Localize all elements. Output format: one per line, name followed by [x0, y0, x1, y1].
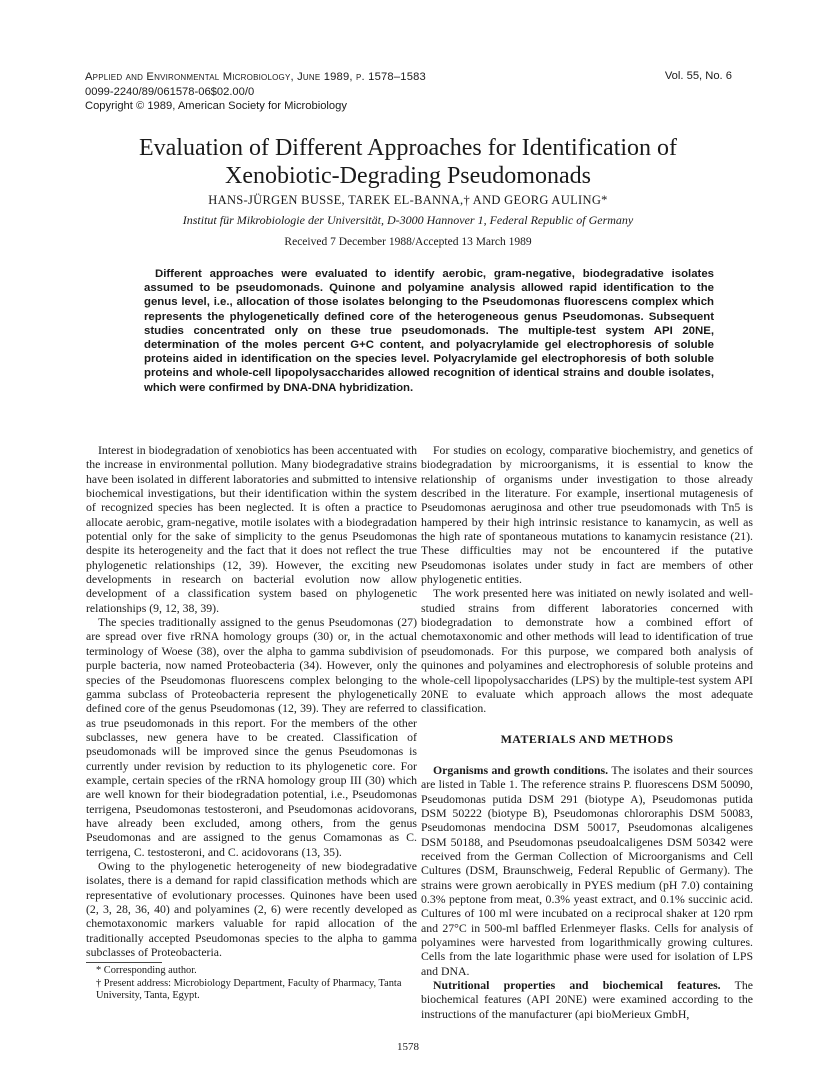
- volume-issue: Vol. 55, No. 6: [664, 70, 732, 82]
- footnote-present-address: † Present address: Microbiology Department, Faculty of Pharmacy, Tanta University, Tanta, Egypt.: [96, 977, 402, 1001]
- article-code: 0099-2240/89/061578-06$02.00/0: [85, 85, 255, 98]
- body-paragraph: For studies on ecology, comparative biochemistry, and genetics of biodegradation by microorganisms, it is essential to know the relationship of organisms under investigation to those already described in the literature. For example, insertional mutagenesis of Pseudomonas aeruginosa and other true pseudomonads with Tn5 is hampered by their high intrinsic resistance to kanamycin, as well as the high rate of spontaneous mutations to kanamycin resistance (21). These difficulties may not be encountered if the putative Pseudomonas isolates under study in fact are members of other phylogenetic entities.: [421, 443, 753, 587]
- body-paragraph: Interest in biodegradation of xenobiotics has been accentuated with the increase in environmental pollution. Many biodegradative strains have been isolated in different laboratories and submitted to intensive biochemical investigations, but their identification within the system of recognized species has been neglected. It is often a practice to allocate aerobic, gram-negative, motile isolates with a biodegradation potential only for the sake of simplicity to the genus Pseudomonas despite its heterogeneity and the fact that it does not reflect the true phylogenetic relationships (12, 39). However, the exciting new developments in research on bacterial evolution now allow development of a classification system based on phylogenetic relationships (9, 12, 38, 39).: [86, 443, 417, 615]
- methods-paragraph: [421, 763, 753, 978]
- footnote-corresponding: * Corresponding author.: [96, 965, 197, 976]
- footnote-rule: [86, 962, 162, 963]
- footnotes: [86, 965, 417, 1003]
- body-paragraph: The species traditionally assigned to the genus Pseudomonas (27) are spread over five rRNA homology groups (30) or, in the actual terminology of Woese (38), over the alpha to gamma subdivision of purple bacteria, now named Proteobacteria (34). However, only the species of the Pseudomonas fluorescens complex belonging to the gamma subclass of Proteobacteria represent the phylogenetically defined core of the genus Pseudomonas (12, 39). They are referred to as true pseudomonads in this report. For the members of the other subclasses, new genera have to be created. Classification of pseudomonads will be improved since the genus Pseudomonas is currently under revision by reduction to its phylogenetic core. For example, certain species of the rRNA homology group III (30) which are well known for their biodegradation potential, i.e., Pseudomonas terrigena, Pseudomonas testosteroni, and Pseudomonas acidovorans, have already been excluded, among others, from the genus Pseudomonas and are assigned to the genus Comamonas as C. terrigena, C. testosteroni, and C. acidovorans (13, 35).: [86, 615, 417, 859]
- copyright: Copyright © 1989, American Society for Microbiology: [85, 100, 347, 112]
- journal-citation: Applied and Environmental Microbiology, June 1989, p. 1578–1583: [85, 71, 426, 83]
- right-column: [421, 443, 753, 1021]
- run-in-heading: Nutritional properties and biochemical features.: [433, 978, 721, 993]
- methods-paragraph: [421, 978, 753, 1021]
- title-line-2: Xenobiotic-Degrading Pseudomonads: [225, 163, 591, 189]
- article-title: [60, 134, 756, 190]
- body-paragraph: Owing to the phylogenetic heterogeneity of new biodegradative isolates, there is a demand for rapid classification methods which are representative of evolutionary processes. Quinones have been used (2, 3, 28, 36, 40) and polyamines (2, 6) were recently developed as chemotaxonomic markers valuable for rapid allocation of the traditionally accepted Pseudomonas species to the alpha to gamma subclasses of Proteobacteria.: [86, 858, 417, 960]
- run-in-heading: Organisms and growth conditions.: [433, 762, 609, 777]
- received-dates: Received 7 December 1988/Accepted 13 March 1989: [284, 236, 532, 248]
- title-line-1: Evaluation of Different Approaches for Identification of: [138, 135, 678, 161]
- journal-header: [85, 70, 605, 114]
- left-column: [86, 443, 417, 959]
- paragraph-text: The isolates and their sources are listed in Table 1. The reference strains P. fluorescens DSM 50090, Pseudomonas putida DSM 291 (biotype A), Pseudomonas putida DSM 50222 (biotype B), Pseudomonas chlororaphis DSM 50083, Pseudomonas mendocina DSM 50017, Pseudomonas alcaligenes DSM 50188, and Pseudomonas pseudoalcaligenes DSM 50342 were received from the German Collection of Microorganisms and Cell Cultures (DSM, Braunschweig, Federal Republic of Germany). The strains were grown aerobically in PYES medium (pH 7.0) containing 0.3% peptone from meat, 0.3% yeast extract, and 0.1% succinic acid. Cultures of 100 ml were incubated on a reciprocal shaker at 120 rpm and 27°C in 500-ml baffled Erlenmeyer flasks. Cells for analysis of polyamines were harvested from logarithmically growing cultures. Cells from the late logarithmic phase were used for isolation of LPS and DNA.: [421, 762, 753, 978]
- author-list: HANS-JÜRGEN BUSSE, TAREK EL-BANNA,† AND GEORG AULING*: [208, 193, 608, 207]
- paragraph-text: The biochemical features (API 20NE) were examined according to the instructions of the manufacturer (api bioMerieux GmbH,: [421, 978, 753, 1021]
- page-number: 1578: [397, 1041, 419, 1053]
- affiliation: Institut für Mikrobiologie der Universität, D-3000 Hannover 1, Federal Republic of Germany: [182, 213, 634, 227]
- abstract: Different approaches were evaluated to identify aerobic, gram-negative, biodegradative isolates assumed to be pseudomonads. Quinone and polyamine analysis allowed rapid identification to the genus level, i.e., allocation of those isolates belonging to the Pseudomonas fluorescens complex which represents the phylogenetically defined core of the heterogeneous genus Pseudomonas. Subsequent studies concentrated only on these true pseudomonads. The multiple-test system API 20NE, determination of the moles percent G+C content, and polyacrylamide gel electrophoresis of soluble proteins aided in identification on the species level. Polyacrylamide gel electrophoresis of both soluble proteins and whole-cell lipopolysaccharides allowed recognition of identical strains and double isolates, which were confirmed by DNA-DNA hybridization.: [144, 268, 714, 394]
- body-paragraph: The work presented here was initiated on newly isolated and well-studied strains from different laboratories concerned with biodegradation to demonstrate how a combined effort of chemotaxonomic and other methods will lead to identification of true pseudomonads. For this purpose, we compared both analysis of quinones and polyamines and electrophoresis of soluble proteins and whole-cell lipopolysaccharides (LPS) by the multiple-test system API 20NE to evaluate which approach allows the most adequate classification.: [421, 586, 753, 716]
- section-heading-methods: MATERIALS AND METHODS: [500, 731, 674, 746]
